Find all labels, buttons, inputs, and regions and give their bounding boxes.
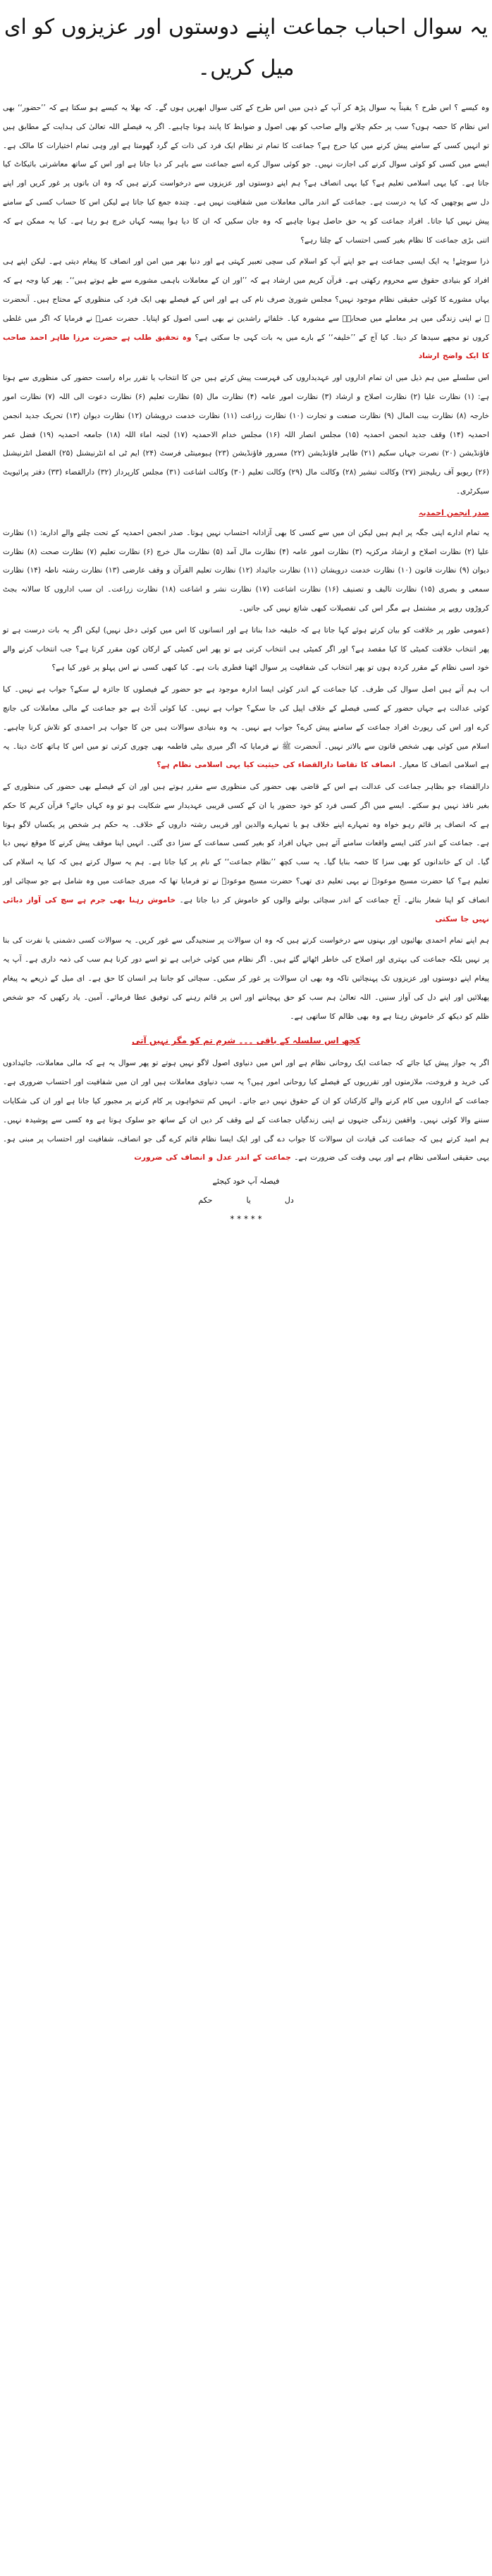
ninth-paragraph-text: اگر یہ جواز پیش کیا جائے کہ جماعت ایک روحانی نظام ہے اور اس میں دنیاوی اصول لاگو نہیں ہوتے تو پھر سوال یہ ہے کہ مالی معاملات، جائیدادوں کی خرید و فروخت، ملازمتوں اور تقرریوں کے فیصلے کیا روحانی امور ہیں؟ یہ سب دنیاوی معاملات ہیں اور ان میں شفافیت اور احتساب ضروری ہے۔ جماعت کے اداروں میں کام کرنے والے کارکنان کو ان کے حقوق نہیں دیے جاتے۔ انہیں کم تنخواہوں پر کام کرنے پر مجبور کیا جاتا ہے اور ان کی شکایات سننے والا کوئی نہیں۔ واقفین زندگی جنہوں نے اپنی زندگیاں جماعت کے لیے وقف کر دیں ان کے ساتھ جو سلوک ہوتا ہے وہ کسی سے پوشیدہ نہیں۔ ہم امید کرتے ہیں کہ جماعت کی قیادت ان سوالات کا جواب دے گی اور ایک ایسا نظام قائم کرے گی جو انصاف، شفافیت اور احتساب پر مبنی ہو۔ یہی حقیقی اسلامی نظام ہے اور یہی وقت کی ضرورت ہے۔	[3, 1059, 489, 1163]
closing-line: فیصلہ آپ خود کیجئے	[212, 1177, 280, 1186]
article-headline: یہ سوال احباب جماعت اپنے دوستوں اور عزیزوں کو ای میل کریں۔	[4, 15, 488, 80]
center-subheading: کچھ اس سلسلہ کے باقی ۔۔۔ شرم تم کو مگر نہیں آتی	[131, 1036, 361, 1046]
sign-part-1: دل	[284, 1196, 294, 1206]
highlight-phrase-1: وہ تحقیق طلب ہے	[121, 333, 192, 342]
fourth-paragraph: یہ تمام ادارے اپنی جگہ پر اہم ہیں لیکن ان میں سے کسی کا بھی آزادانہ احتساب نہیں ہوتا۔ صدر انجمن احمدیہ کے تحت چلنے والے ادارے: (۱) نظارت علیا (۲) نظارت اصلاح و ارشاد مرکزیہ (۳) نظارت امور عامہ (۴) نظارت مال آمد (۵) نظارت مال خرچ (۶) نظارت تعلیم (۷) نظارت صحت (۸) نظارت دیوان (۹) نظارت قانون (۱۰) نظارت خدمت درویشان (۱۱) نظارت جائیداد (۱۲) نظارت تعلیم القرآن و وقف عارضی (۱۳) نظارت رشتہ ناطہ (۱۴) نظارت سمعی و بصری (۱۵) نظارت تالیف و تصنیف (۱۶) نظارت اشاعت (۱۷) نظارت نشر و اشاعت (۱۸) نظارت زراعت۔ ان سب اداروں کا سالانہ بجٹ کروڑوں روپے پر مشتمل ہے مگر اس کی تفصیلات کبھی شائع نہیں کی جاتیں۔	[3, 528, 489, 613]
second-paragraph-text: ذرا سوچئے! یہ ایک ایسی جماعت ہے جو اپنے آپ کو اسلام کی سچی تعبیر کہتی ہے اور دنیا بھر میں امن اور انصاف کا پیغام دیتی ہے۔ لیکن اپنے ہی افراد کو بنیادی حقوق سے محروم رکھتی ہے۔ قرآن کریم میں ارشاد ہے کہ ’’اور ان کے معاملات باہمی مشورے سے طے ہوتے ہیں‘‘۔ پھر کیا وجہ ہے کہ یہاں مشورے کا کوئی حقیقی نظام موجود نہیں؟ مجلس شوریٰ صرف نام کی ہے اور اس کے فیصلے بھی ایک فرد کی منظوری کے محتاج ہیں۔ آنحضرت ﷺ نے اپنی زندگی میں ہر معاملے میں صحابہؓ سے مشورہ کیا۔ خلفائے راشدین نے بھی اسی اصول کو اپنایا۔ حضرت عمرؓ نے فرمایا کہ اگر میں غلطی کروں تو مجھے سیدھا کر دینا۔ کیا آج کے ’’خلیفہ‘‘ کے بارے میں یہ بات کہی جا سکتی ہے؟	[3, 257, 489, 342]
section-title: صدر انجمن احمدیہ	[418, 508, 489, 517]
sign-part-2: یا	[246, 1196, 251, 1206]
sixth-paragraph-text: اب ہم آتے ہیں اصل سوال کی طرف۔ کیا جماعت کے اندر کوئی ایسا ادارہ موجود ہے جو حضور کے فیصلوں کا جائزہ لے سکے؟ جواب ہے نہیں۔ کیا کوئی عدالت ہے جہاں حضور کے کسی فیصلے کے خلاف اپیل کی جا سکے؟ جواب ہے نہیں۔ کیا کوئی آڈٹ ہے جو جماعت کے مالی معاملات کی جانچ کرے اور اس کی رپورٹ افراد جماعت کے سامنے پیش کرے؟ جواب ہے نہیں۔ یہ وہ بنیادی سوالات ہیں جن کا جواب ہر احمدی کو تلاش کرنا چاہیے۔ اسلام میں کوئی بھی شخص قانون سے بالاتر نہیں۔ آنحضرت ﷺ نے فرمایا کہ اگر میری بیٹی فاطمہ بھی چوری کرتی تو میں اس کا ہاتھ کاٹ دیتا۔ یہ ہے اسلامی انصاف کا معیار۔	[3, 685, 489, 770]
highlight-phrase-4: دارالقضاء کی حیثیت	[257, 761, 333, 770]
institutions-list-paragraph: اس سلسلے میں ہم ذیل میں ان تمام اداروں اور عہدیداروں کی فہرست پیش کرتے ہیں جن کا انتخاب یا تقرر براہ راست حضور کی منظوری سے ہوتا ہے: (۱) نظارت علیا (۲) نظارت اصلاح و ارشاد (۳) نظارت امور عامہ (۴) نظارت مال (۵) نظارت تعلیم (۶) نظارت دعوت الی اللہ (۷) نظارت امور خارجہ (۸) نظارت بیت المال (۹) نظارت صنعت و تجارت (۱۰) نظارت زراعت (۱۱) نظارت خدمت درویشان (۱۲) نظارت دیوان (۱۳) تحریک جدید انجمن احمدیہ (۱۴) وقف جدید انجمن احمدیہ (۱۵) مجلس انصار اللہ (۱۶) مجلس خدام الاحمدیہ (۱۷) لجنہ اماء اللہ (۱۸) جامعہ احمدیہ (۱۹) فضل عمر فاؤنڈیشن (۲۰) نصرت جہاں سکیم (۲۱) طاہر فاؤنڈیشن (۲۲) مسرور فاؤنڈیشن (۲۳) ہیومینٹی فرسٹ (۲۴) ایم ٹی اے انٹرنیشنل (۲۵) الفضل انٹرنیشنل (۲۶) ریویو آف ریلیجنز (۲۷) وکالت تبشیر (۲۸) وکالت مال (۲۹) وکالت تعلیم (۳۰) وکالت اشاعت (۳۱) مجلس کارپرداز (۳۲) دارالقضاء (۳۳) دفتر پرائیویٹ سیکرٹری۔	[3, 374, 490, 496]
highlight-phrase-7: سچ کی آواز دبائی نہیں جا سکتی	[3, 895, 489, 924]
ending-stars: * * * * *	[230, 1214, 262, 1225]
sign-part-3: حکم	[198, 1196, 213, 1206]
eighth-paragraph: ہم اپنے تمام احمدی بھائیوں اور بہنوں سے درخواست کرتے ہیں کہ وہ ان سوالات پر سنجیدگی سے غور کریں۔ یہ سوالات کسی دشمنی یا نفرت کی بنا پر نہیں بلکہ جماعت کی بہتری اور اصلاح کی خاطر اٹھائے گئے ہیں۔ اگر نظام میں کوئی خرابی ہے تو اسے دور کرنا ہم سب کی ذمہ داری ہے۔ آپ یہ پیغام اپنے دوستوں اور عزیزوں تک پہنچائیں تاکہ وہ بھی ان سوالات پر غور کر سکیں۔ سچائی کو جاننا ہر انسان کا حق ہے۔ ای میل کے ذریعے یہ پیغام پھیلائیں اور اپنے دل کی آواز سنیں۔ اللہ تعالیٰ ہم سب کو حق پہچاننے اور اس پر قائم رہنے کی توفیق عطا فرمائے۔ آمین۔ یاد رکھیں کہ جو شخص ظلم کو دیکھ کر خاموش رہتا ہے وہ بھی ظالم کا ساتھی ہے۔	[3, 936, 489, 1021]
seventh-paragraph	[3, 778, 489, 928]
highlight-phrase-2: حضرت مرزا طاہر احمد صاحب کا ایک واضح ارشاد	[3, 333, 489, 361]
ninth-paragraph	[3, 1054, 489, 1167]
intro-paragraph: وہ کیسے ؟ اس طرح ؟ یقیناً یہ سوال پڑھ کر آپ کے ذہن میں اس طرح کے کئی سوال ابھریں ہوں گے۔ کہ بھلا یہ کیسے ہو سکتا ہے کہ ’’حضور‘‘ بھی اس نظام کا حصہ ہوں؟ سب پر حکم چلانے والے صاحب کو بھی اصول و ضوابط کا پابند ہونا چاہیے۔ اگر یہ فیصلے اللہ تعالیٰ کی ہدایت کے مطابق ہیں تو انہیں کسی کے سامنے پیش کرنے میں کیا حرج ہے؟ جماعت کا تمام تر نظام ایک فرد کی ذات کے گرد گھومتا ہے اور وہی تمام اختیارات کا مالک ہے۔ ایسے میں کسی کو کوئی سوال کرنے کی اجازت نہیں۔ جو کوئی سوال کرے اسے جماعت سے باہر کر دیا جاتا ہے اور اس کے ساتھ معاشرتی بائیکاٹ کیا جاتا ہے۔ کیا یہی اسلامی تعلیم ہے؟ کیا یہی انصاف ہے؟ ہم اپنے دوستوں اور عزیزوں سے درخواست کرتے ہیں کہ وہ ان باتوں پر غور کریں اور اپنے دل سے پوچھیں کہ کیا یہ درست ہے۔ جماعت کے اندر مالی معاملات میں شفافیت نہیں ہے۔ چندہ جمع کیا جاتا ہے لیکن اس کا حساب کسی کے سامنے پیش نہیں کیا جاتا۔ افراد جماعت کو یہ حق حاصل ہونا چاہیے کہ وہ جان سکیں کہ ان کا دیا ہوا پیسہ کہاں خرچ ہو رہا ہے۔ کیا یہ ممکن ہے کہ اتنی بڑی جماعت کا نظام بغیر کسی احتساب کے چلتا رہے؟	[3, 104, 489, 245]
sixth-paragraph	[3, 680, 489, 775]
highlight-phrase-8: جماعت کے اندر عدل و انصاف کی ضرورت	[134, 1153, 291, 1163]
highlight-phrase-3: انصاف کا تقاضا	[336, 761, 395, 770]
highlight-phrase-6: خاموش رہنا بھی جرم ہے	[77, 895, 176, 904]
fifth-paragraph: (عمومی طور پر خلافت کو بیان کرتے ہوئے کہا جاتا ہے کہ خلیفہ خدا بناتا ہے اور انسانوں کا اس میں کوئی دخل نہیں) لیکن اگر یہ بات درست ہے تو پھر انتخاب خلافت کمیٹی کا کیا مقصد ہے؟ اور اگر کمیٹی ہی انتخاب کرتی ہے تو پھر اس کمیٹی کے ارکان کون مقرر کرتا ہے؟ جب انتخاب کرنے والے خود اسی نظام کے مقرر کردہ ہوں تو پھر انتخاب کی شفافیت پر سوال اٹھنا فطری بات ہے۔ کیا کبھی کسی نے اس پہلو پر غور کیا ہے؟	[3, 625, 489, 673]
second-paragraph	[3, 252, 489, 366]
seventh-paragraph-text: دارالقضاء جو بظاہر جماعت کی عدالت ہے اس کے قاضی بھی حضور کی منظوری سے مقرر ہوتے ہیں اور ان کے فیصلے بھی حضور کی منظوری کے بغیر نافذ نہیں ہو سکتے۔ ایسے میں اگر کسی فرد کو خود حضور یا ان کے کسی قریبی عہدیدار سے شکایت ہو تو وہ کہاں جائے؟ قرآن کریم کا حکم ہے کہ انصاف پر قائم رہو خواہ وہ تمہارے اپنے خلاف ہو یا تمہارے والدین اور قریبی رشتہ داروں کے خلاف۔ یہ حکم ہر شخص پر یکساں لاگو ہوتا ہے۔ جماعت کے اندر کئی ایسے واقعات سامنے آئے ہیں جہاں افراد کو بغیر کسی سماعت کے سزا دی گئی۔ انہیں اپنا موقف پیش کرنے کا موقع نہیں دیا گیا۔ ان کے خاندانوں کو بھی سزا کا حصہ بنایا گیا۔ یہ سب کچھ ’’نظام جماعت‘‘ کے نام پر کیا جاتا ہے۔ ہم یہ سوال کرتے ہیں کہ کیا یہ اسلام کی تعلیم ہے؟ کیا حضرت مسیح موعودؑ نے یہی تعلیم دی تھی؟ حضرت مسیح موعودؑ نے تو فرمایا تھا کہ میری جماعت میں وہ شامل ہے جو سچائی اور انصاف کو اپنا شعار بنائے۔ آج جماعت کے اندر سچائی بولنے والوں کو خاموش کر دیا جاتا ہے۔	[3, 783, 489, 904]
highlight-phrase-5: کیا یہی اسلامی نظام ہے؟	[156, 761, 254, 770]
signature-row	[3, 1193, 489, 1208]
